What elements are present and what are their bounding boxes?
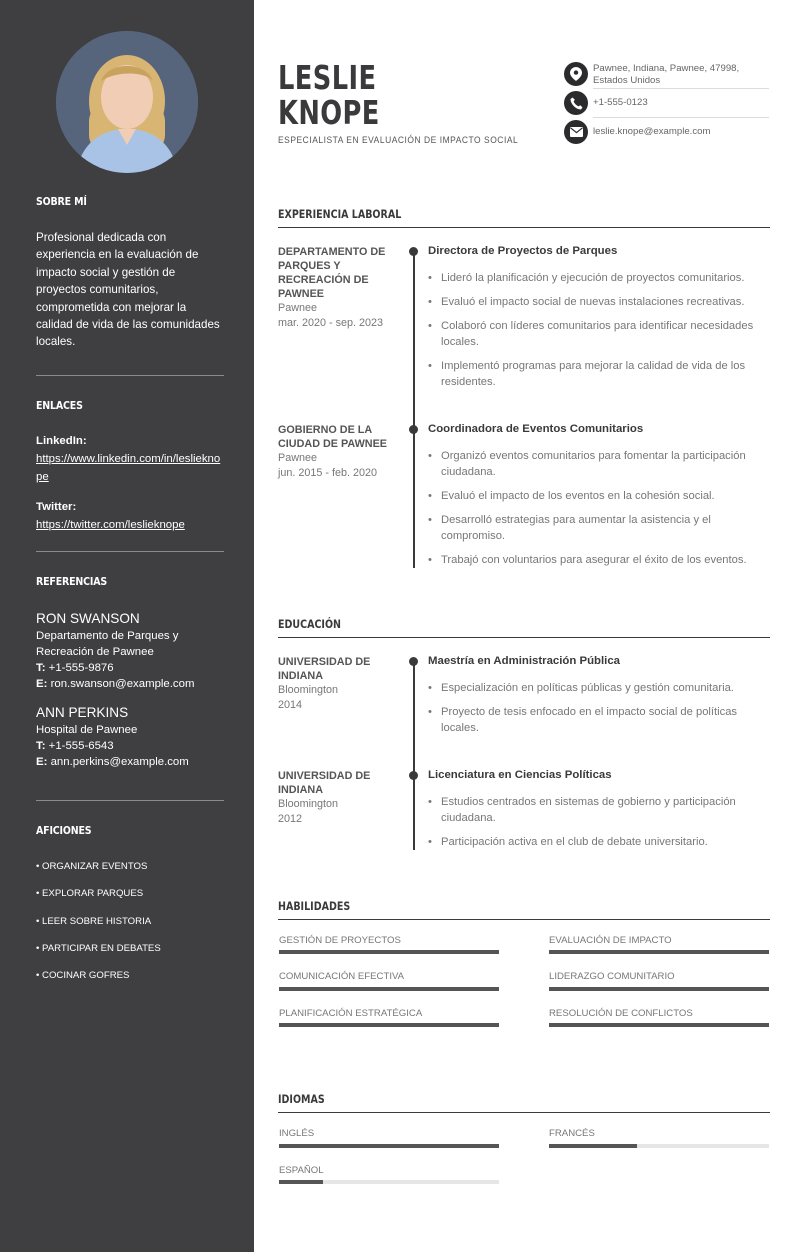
experience-title: EXPERIENCIA LABORAL (278, 207, 402, 221)
avatar (56, 31, 198, 173)
sidebar (0, 0, 254, 1252)
contact-phone: +1-555-0123 (593, 97, 648, 108)
last-name: KNOPE (278, 93, 380, 132)
language-bar (279, 1144, 499, 1148)
linkedin-link[interactable]: https://www.linkedin.com/in/leslieknope (36, 453, 221, 483)
education-bullet: • Estudios centrados en sistemas de gobierno y participación ciudadana. (428, 794, 770, 826)
reference-name: ANN PERKINS (36, 705, 129, 720)
contact-address: Pawnee, Indiana, Pawnee, 47998, Estados Unidos (593, 63, 740, 86)
education-degree: Licenciatura en Ciencias Políticas (428, 769, 612, 781)
education-degree: Maestría en Administración Pública (428, 655, 621, 667)
reference-email: E: ann.perkins@example.com (36, 756, 189, 768)
timeline-line (413, 661, 415, 850)
avatar-portrait-icon (56, 31, 198, 173)
references-title: REFERENCIAS (36, 575, 108, 588)
timeline-line (413, 251, 415, 568)
skill-bar (549, 987, 769, 991)
education-bullet: • Especialización en políticas públicas y gestión comunitaria. (428, 680, 770, 696)
hobby-item: • PARTICIPAR EN DEBATES (36, 943, 161, 954)
languages-title: IDIOMAS (278, 1092, 325, 1106)
experience-bullet: • Colaboró con líderes comunitarios para identificar necesidades locales. (428, 318, 770, 350)
timeline-dot (409, 657, 418, 666)
experience-bullet: • Lideró la planificación y ejecución de proyectos comunitarios. (428, 270, 770, 286)
timeline-dot (409, 247, 418, 256)
first-name: LESLIE (278, 58, 377, 97)
contact-separator (593, 117, 769, 118)
link-twitter (36, 499, 224, 533)
experience-bullet: • Evaluó el impacto social de nuevas instalaciones recreativas. (428, 294, 770, 310)
section-rule (278, 919, 770, 920)
section-rule (278, 227, 770, 228)
skill-label: GESTIÓN DE PROYECTOS (279, 935, 401, 946)
skill-label: EVALUACIÓN DE IMPACTO (549, 935, 672, 946)
contact-separator (593, 88, 769, 89)
language-label: FRANCÉS (549, 1128, 595, 1139)
skill-bar (549, 1023, 769, 1027)
hobby-item: • COCINAR GOFRES (36, 970, 130, 981)
about-text: Profesional dedicada con experiencia en la evaluación de impacto social y gestión de proyectos comunitarios, comprometida con mejorar la calidad de vida de las comunidades locales. (36, 231, 220, 349)
reference-item (36, 610, 224, 692)
skill-bar (279, 950, 499, 954)
contact-email: leslie.knope@example.com (593, 126, 711, 137)
section-rule (278, 637, 770, 638)
links-section (36, 399, 224, 533)
experience-bullet: • Trabajó con voluntarios para asegurar el éxito de los eventos. (428, 552, 770, 568)
sidebar-divider (36, 551, 224, 552)
education-location: Bloomington (278, 798, 339, 810)
skill-label: COMUNICACIÓN EFECTIVA (279, 971, 405, 982)
language-bar (549, 1144, 769, 1148)
envelope-icon (564, 120, 588, 144)
experience-bullet: • Desarrolló estrategias para aumentar la asistencia y el compromiso. (428, 512, 770, 544)
about-section (36, 195, 224, 351)
hobbies-section (36, 824, 224, 837)
language-label: ESPAÑOL (279, 1165, 324, 1176)
experience-bullet: • Evaluó el impacto de los eventos en la cohesión social. (428, 488, 770, 504)
location-pin-icon (564, 62, 588, 86)
hobby-item: • EXPLORAR PARQUES (36, 888, 144, 899)
experience-role: Coordinadora de Eventos Comunitarios (428, 423, 644, 435)
skill-label: LIDERAZGO COMUNITARIO (549, 971, 675, 982)
section-rule (278, 1112, 770, 1113)
experience-role: Directora de Proyectos de Parques (428, 245, 618, 257)
reference-org: Departamento de Parques y Recreación de Pawnee (36, 630, 179, 658)
education-org: UNIVERSIDAD DE INDIANA Bloomington 2012 (278, 769, 398, 827)
experience-location: Pawnee (278, 302, 318, 314)
skill-label: RESOLUCIÓN DE CONFLICTOS (549, 1008, 693, 1019)
experience-org: GOBIERNO DE LA CIUDAD DE PAWNEE Pawnee jun. 2015 - feb. 2020 (278, 423, 398, 481)
reference-org: Hospital de Pawnee (36, 724, 138, 736)
about-title: SOBRE MÍ (36, 195, 87, 208)
language-label: INGLÉS (279, 1128, 315, 1139)
timeline-dot (409, 771, 418, 780)
sidebar-divider (36, 375, 224, 376)
hobby-item: • LEER SOBRE HISTORIA (36, 916, 152, 927)
experience-location: Pawnee (278, 452, 318, 464)
experience-dates: mar. 2020 - sep. 2023 (278, 317, 384, 329)
language-bar (279, 1180, 499, 1184)
sidebar-divider (36, 800, 224, 801)
link-label: LinkedIn: (36, 435, 87, 447)
experience-bullet: • Implementó programas para mejorar la calidad de vida de los residentes. (428, 358, 770, 390)
skills-title: HABILIDADES (278, 899, 351, 913)
skill-label: PLANIFICACIÓN ESTRATÉGICA (279, 1008, 423, 1019)
twitter-link[interactable]: https://twitter.com/leslieknope (36, 519, 185, 531)
phone-icon (564, 91, 588, 115)
skill-bar (279, 1023, 499, 1027)
experience-org: DEPARTAMENTO DE PARQUES Y RECREACIÓN DE PAWNEE Pawnee mar. 2020 - sep. 2023 (278, 245, 398, 331)
education-location: Bloomington (278, 684, 339, 696)
link-linkedin (36, 433, 224, 485)
experience-bullet: • Organizó eventos comunitarios para fomentar la participación ciudadana. (428, 448, 770, 480)
timeline-dot (409, 425, 418, 434)
reference-email: E: ron.swanson@example.com (36, 678, 195, 690)
links-title: ENLACES (36, 399, 83, 412)
skill-bar (279, 987, 499, 991)
reference-name: RON SWANSON (36, 611, 140, 626)
education-bullet: • Proyecto de tesis enfocado en el impacto social de políticas locales. (428, 704, 770, 736)
hobby-item: • ORGANIZAR EVENTOS (36, 861, 148, 872)
skill-bar (549, 950, 769, 954)
link-label: Twitter: (36, 501, 77, 513)
education-dates: 2012 (278, 813, 303, 825)
hobbies-title: AFICIONES (36, 824, 92, 837)
education-title: EDUCACIÓN (278, 617, 341, 631)
education-dates: 2014 (278, 699, 303, 711)
references-section (36, 575, 224, 770)
experience-dates: jun. 2015 - feb. 2020 (278, 467, 378, 479)
job-title: ESPECIALISTA EN EVALUACIÓN DE IMPACTO SOCIAL (278, 134, 519, 145)
education-bullet: • Participación activa en el club de debate universitario. (428, 834, 770, 850)
reference-phone: T: +1-555-6543 (36, 740, 114, 752)
reference-phone: T: +1-555-9876 (36, 662, 114, 674)
education-org: UNIVERSIDAD DE INDIANA Bloomington 2014 (278, 655, 398, 713)
reference-item (36, 704, 224, 770)
